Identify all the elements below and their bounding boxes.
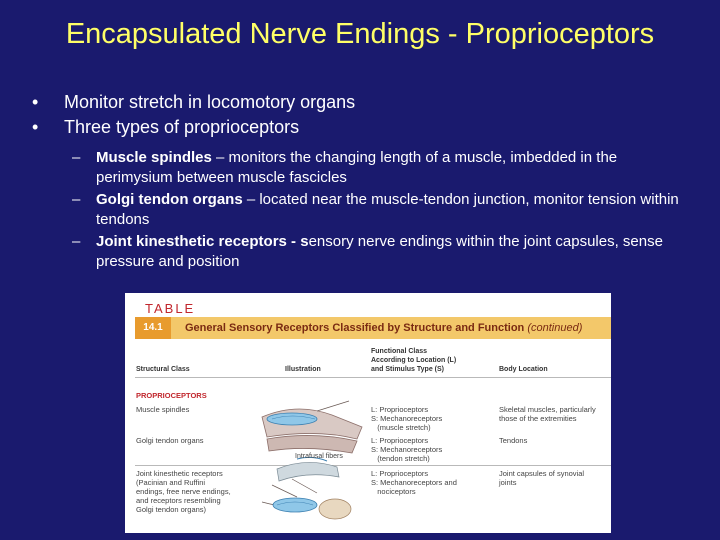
- table-heading: General Sensory Receptors Classified by Structure and Function (continued): [185, 322, 583, 334]
- col-functional-class: Functional Class According to Location (L) and Stimulus Type (S): [371, 348, 457, 373]
- header-rule: [135, 377, 611, 378]
- row-functional: L: Proprioceptors S: Mechanoreceptors and nociceptors: [371, 469, 457, 496]
- col-body-location: Body Location: [499, 366, 548, 373]
- row-structural: Joint kinesthetic receptors (Pacinian and Ruffini endings, free nerve endings, and receptors resembling Golgi tendon organs): [136, 469, 231, 514]
- row-rule: [135, 465, 611, 466]
- table-label: TABLE: [145, 301, 196, 316]
- bullet-list: [32, 90, 692, 274]
- bullet-item: • Three types of proprioceptors: [32, 117, 300, 137]
- muscle-spindle-illustration: [257, 397, 367, 527]
- table-title-bar: [135, 317, 611, 339]
- table-number: 14.1: [135, 317, 171, 339]
- row-structural: Golgi tendon organs: [136, 436, 204, 445]
- subbullet-item: – Muscle spindles – monitors the changing length of a muscle, imbedded in the perimysium between muscle fascicles: [72, 149, 618, 186]
- row-location: Joint capsules of synovial joints: [499, 469, 585, 487]
- row-location: Skeletal muscles, particularly those of the extremities: [499, 405, 596, 423]
- subbullet-item: – Golgi tendon organs – located near the muscle-tendon junction, monitor tension within tendons: [72, 191, 679, 228]
- col-structural-class: Structural Class: [136, 366, 190, 373]
- row-functional: L: Proprioceptors S: Mechanoreceptors (tendon stretch): [371, 436, 443, 463]
- row-location: Tendons: [499, 436, 528, 445]
- subbullet-list: [72, 148, 692, 272]
- category-proprioceptors: PROPRIOCEPTORS: [136, 391, 207, 400]
- receptor-table-image: [125, 293, 611, 533]
- bullet-item: • Monitor stretch in locomotory organs: [32, 92, 356, 112]
- subbullet-item: – Joint kinesthetic receptors - sensory nerve endings within the joint capsules, sense pressure and position: [72, 233, 663, 270]
- illustration-label: Intrafusal fibers: [295, 453, 343, 460]
- row-structural: Muscle spindles: [136, 405, 190, 414]
- slide-title: Encapsulated Nerve Endings - Proprioceptors: [65, 18, 655, 50]
- row-functional: L: Proprioceptors S: Mechanoreceptors (muscle stretch): [371, 405, 443, 432]
- col-illustration: Illustration: [285, 366, 321, 373]
